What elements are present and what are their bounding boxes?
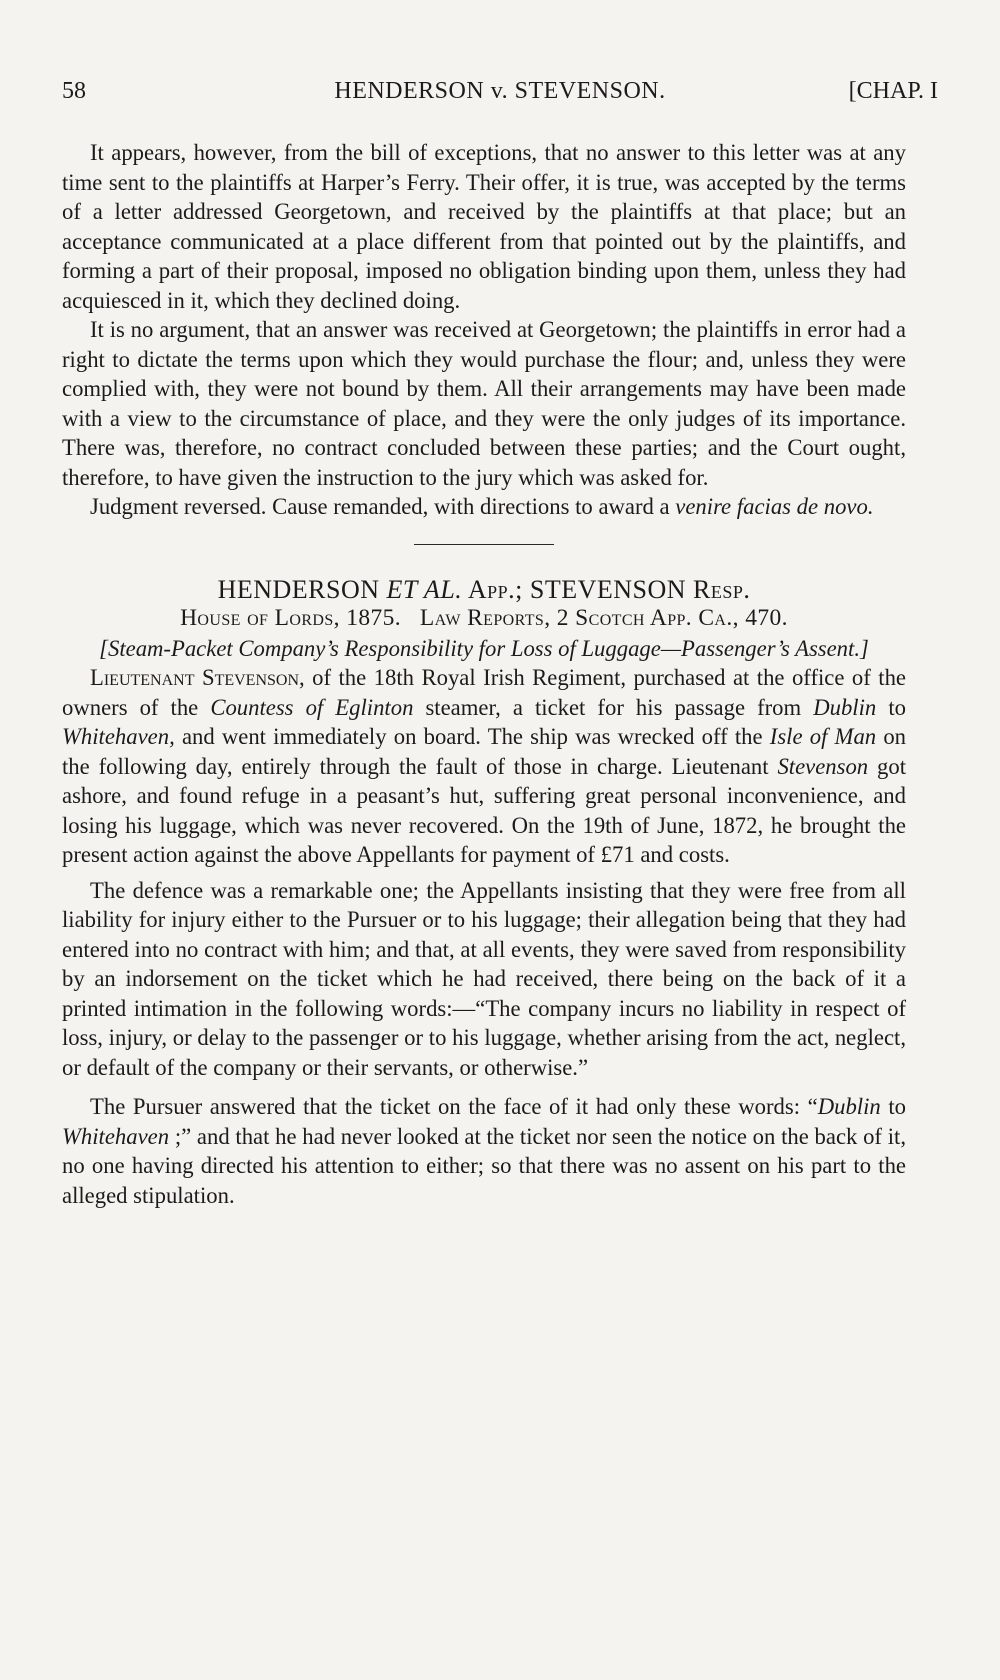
case-title-part-c: App.; STEVENSON Resp.	[462, 574, 751, 604]
judgment-text: Judgment reversed. Cause remanded, with directions to award a	[90, 494, 676, 519]
text-run: to	[880, 1094, 907, 1119]
case-citation: House of Lords, 1875. Law Reports, 2 Scotch App. Ca., 470.	[180, 605, 788, 631]
place-name: Whitehaven,	[62, 724, 175, 749]
section-divider	[414, 544, 554, 545]
page-body	[62, 138, 906, 1210]
text-run: and went immediately on board. The ship was wrecked off the	[174, 724, 770, 749]
text-run: ;” and that he had never looked at the ticket nor seen the notice on the back of it, no one having directed his attention to either; so that there was no assent on his part to the alleged stipulation.	[62, 1123, 906, 1208]
text-run: on the following day, entirely through the fault of those in charge. Lieutenant	[62, 724, 907, 779]
page-number: 58	[62, 78, 86, 104]
case-title-part-b: ET AL.	[386, 574, 463, 604]
place-name: Isle of Man	[769, 724, 877, 749]
paragraph-prev-1: It appears, however, from the bill of exceptions, that no answer to this letter was at any time sent to the plaintiffs at Harper’s Ferry. Their offer, it is true, was accepted by the terms of a letter addressed Georgetown, and received by the plaintiffs at that place; but an acceptance communicated at a place different from that pointed out by the plaintiffs, and forming a part of their proposal, imposed no obligation binding upon them, unless they had acquiesced in it, which they declined doing.	[62, 140, 906, 313]
case-paragraph-1	[62, 663, 906, 870]
text-run: got ashore, and found refuge in a peasant’s hut, suffering great personal inconvenience, and losing his luggage, which was never recovered. On the 19th of June, 1872, he brought the present action against the above Appellants for payment of £71 and costs.	[62, 753, 906, 867]
text-run: , of the 18th Royal Irish Regiment, purchased at the office of the owners of the	[62, 665, 906, 720]
place-name: Dublin	[813, 694, 877, 720]
place-name: Whitehaven	[62, 1123, 170, 1149]
running-title: HENDERSON v. STEVENSON.	[334, 78, 666, 104]
ship-name: Countess of Eglinton	[210, 694, 414, 720]
text-run: steamer, a ticket for his passage from	[413, 694, 814, 720]
paragraph-prev-2: It is no argument, that an answer was received at Georgetown; the plaintiffs in error had a right to dictate the terms upon which they would purchase the flour; and, unless they were complied with, they were not bound by them. All their arrangements may have been made with a view to the circumstance of place, and they were the only judges of its importance. There was, therefore, no contract concluded between these parties; and the Court ought, therefore, to have given the instruction to the jury which was asked for.	[62, 317, 906, 490]
case-title	[62, 575, 906, 605]
judgment-italic: venire facias de novo.	[675, 494, 874, 519]
text-run: The Pursuer answered that the ticket on the face of it had only these words: “	[90, 1094, 818, 1119]
case-paragraph-2: The defence was a remarkable one; the Appellants insisting that they were free from all liability for injury either to the Pursuer or to his luggage; their allegation being that they had entered into no contract with him; and that, at all events, they were saved from responsibility by an indorsement on the ticket which he had received, there being on the back of it a printed intimation in the following words:—“The company incurs no liability in respect of loss, injury, or delay to the passenger or to his luggage, whether arising from the act, neglect, or default of the company or their servants, or otherwise.”	[62, 877, 906, 1080]
place-name: Dublin	[817, 1094, 881, 1119]
chapter-label: [CHAP. I	[848, 78, 938, 104]
headnote: [Steam-Packet Company’s Responsibility for Loss of Luggage—Passenger’s Assent.]	[99, 635, 869, 661]
case-title-part-a: HENDERSON	[217, 574, 387, 604]
running-header	[62, 78, 938, 110]
lead-name: Lieutenant Stevenson	[90, 665, 300, 690]
judgment-paragraph	[62, 492, 906, 522]
text-run: to	[876, 694, 906, 720]
case-paragraph-3	[62, 1092, 906, 1210]
person-name: Stevenson	[777, 753, 869, 779]
